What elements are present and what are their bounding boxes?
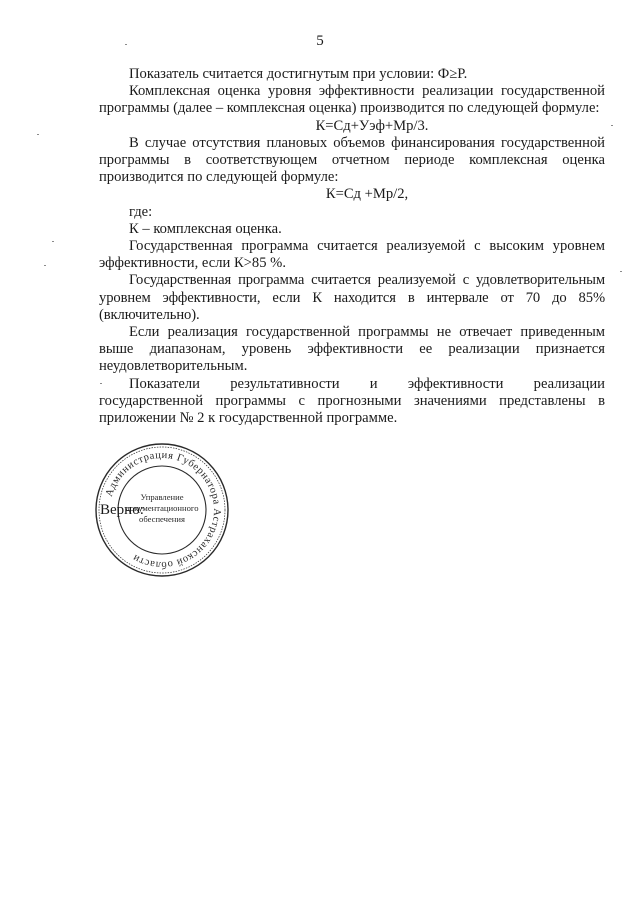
paragraph-k-definition: К – комплексная оценка. bbox=[129, 220, 282, 237]
formula-full: К=Сд+Уэф+Мр/3. bbox=[315, 117, 429, 134]
document-body bbox=[99, 66, 605, 427]
scan-speck bbox=[125, 44, 127, 45]
paragraph-no-funding: В случае отсутствия плановых объемов финансирования государственной программы в соответствующем отчетном периоде комплексная оценка производится по следующей формуле: bbox=[99, 134, 605, 186]
paragraph-condition: Показатель считается достигнутым при условии: Ф≥Р. bbox=[129, 66, 468, 82]
paragraph-where: где: bbox=[129, 203, 153, 220]
stamp-ring-text: Администрация Губернатора Астраханской области bbox=[103, 449, 223, 571]
scan-speck bbox=[100, 383, 102, 384]
scan-speck bbox=[620, 271, 622, 272]
stamp-line-3: обеспечения bbox=[139, 514, 185, 524]
paragraph-high-efficiency: Государственная программа считается реализуемой с высоким уровнем эффективности, если К>85 %. bbox=[99, 238, 605, 272]
scan-speck bbox=[37, 134, 39, 135]
scan-speck bbox=[611, 125, 613, 126]
scan-speck bbox=[44, 265, 46, 266]
scan-speck bbox=[52, 241, 54, 242]
paragraph-indicators-appendix: Показатели результативности и эффективности реализации государственной программы с прогнозными значениями представлены в приложении № 2 к государственной программе. bbox=[99, 375, 605, 427]
paragraph-satisfactory-efficiency: Государственная программа считается реализуемой с удовлетворительным уровнем эффективности, если К находится в интервале от 70 до 85% (включительно). bbox=[99, 272, 605, 323]
paragraph-complex-assessment: Комплексная оценка уровня эффективности реализации государственной программы (далее – комплексная оценка) производится по следующей формуле: bbox=[99, 83, 605, 117]
paragraph-unsatisfactory: Если реализация государственной программы не отвечает приведенным выше диапазонам, уровень эффективности ее реализации признается неудовлетворительным. bbox=[99, 324, 605, 375]
stamp-line-1: Управление bbox=[140, 492, 184, 502]
formula-no-funding: К=Сд +Мр/2, bbox=[325, 186, 409, 203]
page-number: 5 bbox=[316, 33, 324, 49]
verno-certification: Верно: bbox=[100, 502, 144, 518]
stamp-line-2: документационного bbox=[125, 503, 199, 513]
